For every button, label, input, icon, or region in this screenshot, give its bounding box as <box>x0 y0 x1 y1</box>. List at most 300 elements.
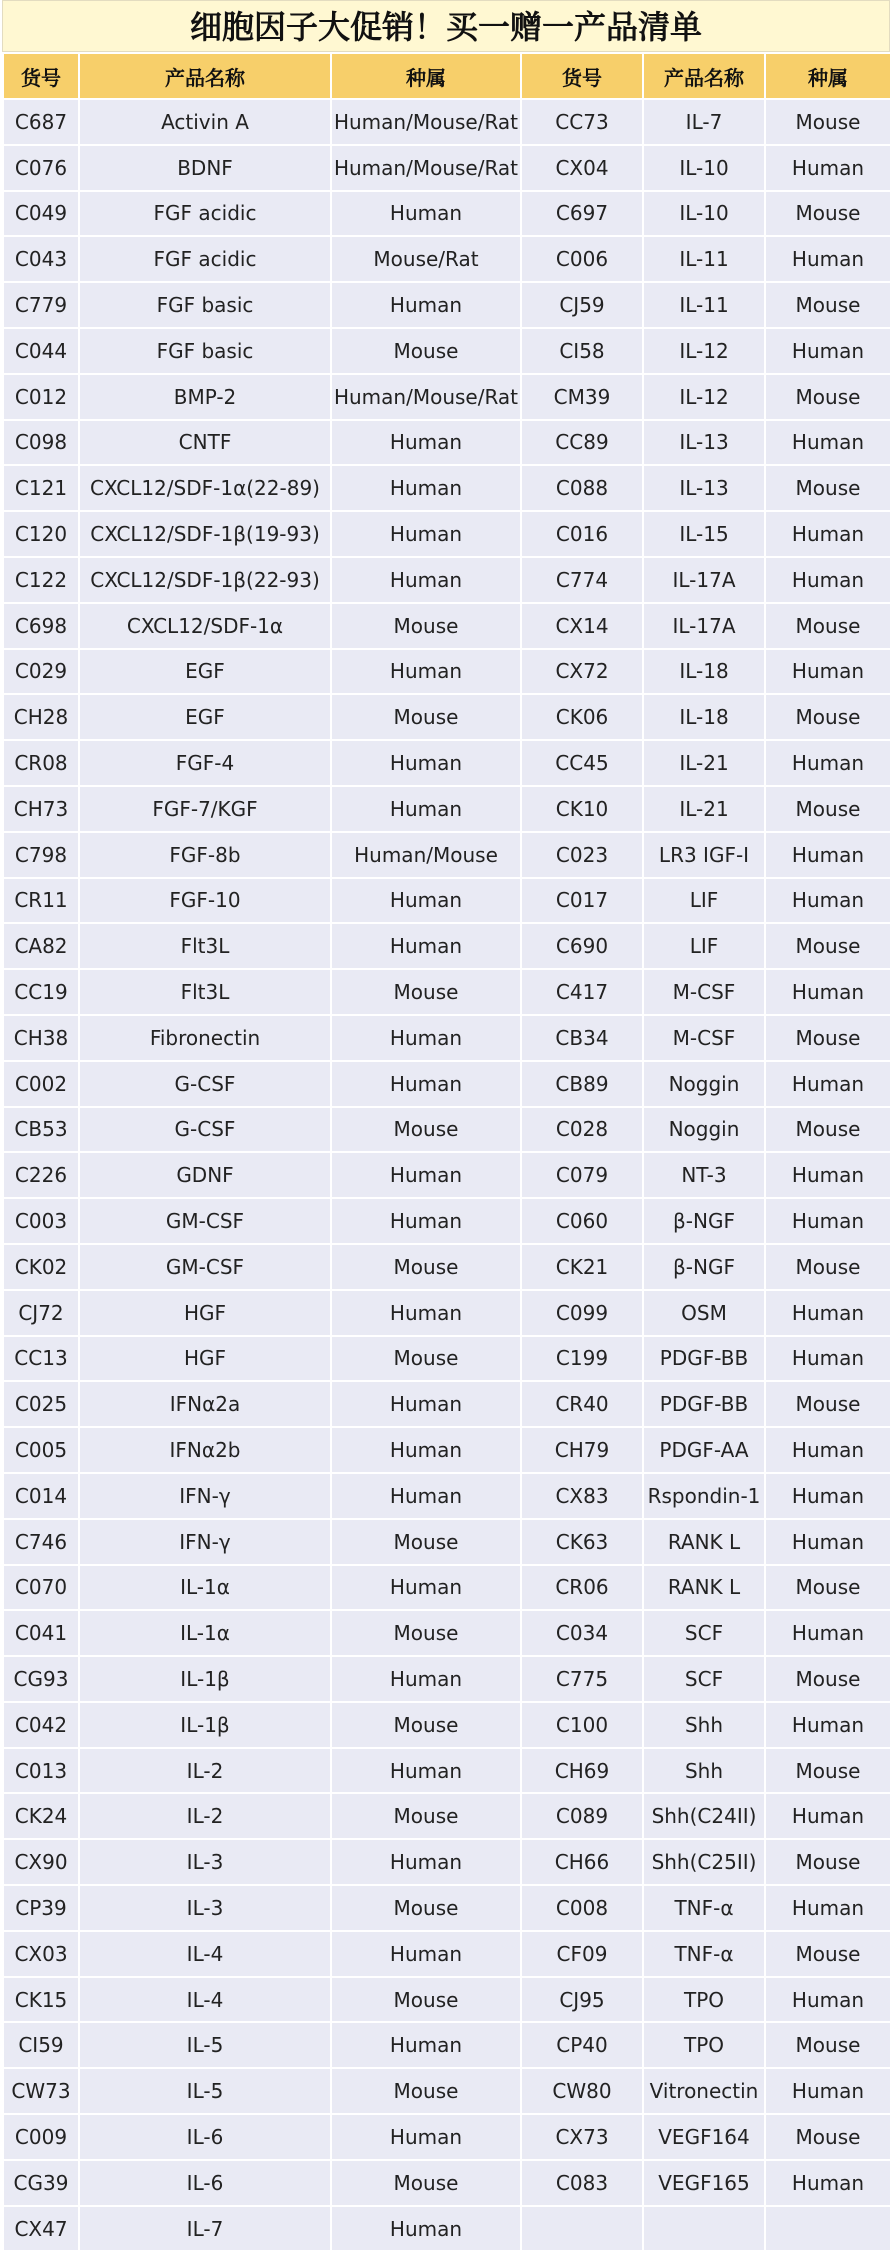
table-row <box>3 1656 891 1702</box>
catalog-no-cell: C690 <box>521 923 643 969</box>
catalog-no-cell: CC13 <box>3 1336 79 1382</box>
species-cell: Mouse <box>765 923 891 969</box>
species-cell: Human <box>765 145 891 191</box>
species-cell: Mouse <box>331 1336 521 1382</box>
species-cell: Mouse <box>331 969 521 1015</box>
catalog-no-cell: CF09 <box>521 1931 643 1977</box>
table-row <box>3 1473 891 1519</box>
catalog-no-cell: CH38 <box>3 1015 79 1061</box>
species-cell: Human <box>331 282 521 328</box>
product-name-cell: PDGF-AA <box>643 1427 765 1473</box>
product-name-cell: FGF basic <box>79 282 331 328</box>
species-cell: Human <box>765 1336 891 1382</box>
product-name-cell: IL-11 <box>643 236 765 282</box>
product-name-cell: IL-6 <box>79 2114 331 2160</box>
catalog-no-cell: C070 <box>3 1565 79 1611</box>
species-cell: Mouse <box>765 786 891 832</box>
catalog-no-cell: C034 <box>521 1610 643 1656</box>
species-cell: Mouse <box>765 282 891 328</box>
catalog-no-cell: C100 <box>521 1702 643 1748</box>
product-name-cell: CXCL12/SDF-1β(22-93) <box>79 557 331 603</box>
species-cell: Human <box>765 420 891 466</box>
species-cell: Human <box>331 1381 521 1427</box>
product-name-cell: β-NGF <box>643 1198 765 1244</box>
catalog-no-cell: C014 <box>3 1473 79 1519</box>
table-row <box>3 1427 891 1473</box>
table-row <box>3 1885 891 1931</box>
product-name-cell: FGF-7/KGF <box>79 786 331 832</box>
species-cell: Human <box>765 1977 891 2023</box>
catalog-no-cell: C012 <box>3 374 79 420</box>
catalog-no-cell: CJ59 <box>521 282 643 328</box>
product-name-cell: FGF basic <box>79 328 331 374</box>
species-cell: Human <box>765 1152 891 1198</box>
catalog-no-cell: C083 <box>521 2160 643 2206</box>
catalog-no-cell: C076 <box>3 145 79 191</box>
catalog-no-cell: CH69 <box>521 1748 643 1794</box>
catalog-no-cell: CP39 <box>3 1885 79 1931</box>
product-name-cell: Fibronectin <box>79 1015 331 1061</box>
table-row <box>3 2160 891 2206</box>
product-name-cell: IL-2 <box>79 1793 331 1839</box>
product-name-cell: IL-4 <box>79 1977 331 2023</box>
catalog-no-cell: CR08 <box>3 740 79 786</box>
catalog-no-cell: C029 <box>3 649 79 695</box>
product-name-cell: IL-12 <box>643 374 765 420</box>
table-row <box>3 557 891 603</box>
product-name-cell: FGF-10 <box>79 878 331 924</box>
header-species-left: 种属 <box>331 53 521 99</box>
species-cell: Human <box>331 878 521 924</box>
species-cell: Mouse <box>331 1702 521 1748</box>
catalog-no-cell: C088 <box>521 465 643 511</box>
table-row <box>3 145 891 191</box>
species-cell: Human <box>331 2206 521 2252</box>
species-cell: Human <box>765 1290 891 1336</box>
product-name-cell: β-NGF <box>643 1244 765 1290</box>
catalog-no-cell: C079 <box>521 1152 643 1198</box>
catalog-no-cell: CR11 <box>3 878 79 924</box>
catalog-no-cell: CR06 <box>521 1565 643 1611</box>
catalog-no-cell: CK21 <box>521 1244 643 1290</box>
catalog-no-cell: CK63 <box>521 1519 643 1565</box>
species-cell: Human <box>331 1656 521 1702</box>
product-name-cell: IL-1β <box>79 1656 331 1702</box>
catalog-no-cell: CC19 <box>3 969 79 1015</box>
product-name-cell: SCF <box>643 1656 765 1702</box>
header-catalog-no-right: 货号 <box>521 53 643 99</box>
species-cell: Human <box>765 557 891 603</box>
species-cell: Human <box>765 1198 891 1244</box>
species-cell: Mouse <box>331 603 521 649</box>
product-name-cell: IL-1β <box>79 1702 331 1748</box>
species-cell: Human <box>765 328 891 374</box>
catalog-no-cell: CC73 <box>521 99 643 145</box>
product-name-cell: Flt3L <box>79 923 331 969</box>
species-cell: Human <box>765 1427 891 1473</box>
catalog-no-cell: CM39 <box>521 374 643 420</box>
species-cell: Human <box>331 1931 521 1977</box>
species-cell: Mouse <box>765 99 891 145</box>
table-row <box>3 1839 891 1885</box>
page-title: 细胞因子大促销！买一赠一产品清单 <box>2 0 890 52</box>
catalog-no-cell: CB53 <box>3 1107 79 1153</box>
catalog-no-cell: CX03 <box>3 1931 79 1977</box>
species-cell: Human <box>765 832 891 878</box>
species-cell: Human <box>331 1565 521 1611</box>
table-row <box>3 969 891 1015</box>
product-name-cell: PDGF-BB <box>643 1381 765 1427</box>
species-cell: Mouse <box>765 1839 891 1885</box>
species-cell: Mouse <box>765 1565 891 1611</box>
table-row <box>3 786 891 832</box>
table-row <box>3 99 891 145</box>
catalog-no-cell: CK06 <box>521 694 643 740</box>
catalog-no-cell: CK24 <box>3 1793 79 1839</box>
species-cell: Human <box>765 1610 891 1656</box>
catalog-no-cell: CH79 <box>521 1427 643 1473</box>
table-row <box>3 740 891 786</box>
table-row <box>3 511 891 557</box>
species-cell: Human <box>765 740 891 786</box>
table-row <box>3 923 891 969</box>
catalog-no-cell: C013 <box>3 1748 79 1794</box>
catalog-no-cell: CG39 <box>3 2160 79 2206</box>
species-cell: Human <box>331 2114 521 2160</box>
product-name-cell: RANK L <box>643 1565 765 1611</box>
product-name-cell: NT-3 <box>643 1152 765 1198</box>
catalog-no-cell: C025 <box>3 1381 79 1427</box>
species-cell: Human <box>765 878 891 924</box>
species-cell: Human <box>331 1015 521 1061</box>
catalog-no-cell: CB89 <box>521 1061 643 1107</box>
product-name-cell: SCF <box>643 1610 765 1656</box>
product-name-cell: CNTF <box>79 420 331 466</box>
catalog-no-cell: C120 <box>3 511 79 557</box>
product-name-cell: IFNα2b <box>79 1427 331 1473</box>
catalog-no-cell: CP40 <box>521 2022 643 2068</box>
table-row <box>3 2114 891 2160</box>
product-name-cell: Vitronectin <box>643 2068 765 2114</box>
header-catalog-no-left: 货号 <box>3 53 79 99</box>
product-name-cell: Shh <box>643 1748 765 1794</box>
product-name-cell: VEGF165 <box>643 2160 765 2206</box>
product-name-cell: LR3 IGF-I <box>643 832 765 878</box>
species-cell: Human <box>331 1473 521 1519</box>
table-row <box>3 1519 891 1565</box>
catalog-no-cell: CH28 <box>3 694 79 740</box>
table-row <box>3 1152 891 1198</box>
table-row <box>3 191 891 237</box>
species-cell: Human/Mouse/Rat <box>331 145 521 191</box>
table-row <box>3 2068 891 2114</box>
species-cell: Mouse <box>765 2114 891 2160</box>
product-name-cell: LIF <box>643 878 765 924</box>
product-name-cell: IL-18 <box>643 649 765 695</box>
species-cell: Human <box>331 1198 521 1244</box>
header-product-name-left: 产品名称 <box>79 53 331 99</box>
catalog-no-cell: CI59 <box>3 2022 79 2068</box>
species-cell: Mouse <box>765 191 891 237</box>
catalog-no-cell: C687 <box>3 99 79 145</box>
catalog-no-cell: C060 <box>521 1198 643 1244</box>
catalog-no-cell: C044 <box>3 328 79 374</box>
product-name-cell: FGF-4 <box>79 740 331 786</box>
catalog-no-cell: CC45 <box>521 740 643 786</box>
species-cell: Mouse/Rat <box>331 236 521 282</box>
species-cell: Human <box>331 740 521 786</box>
species-cell: Mouse <box>765 1244 891 1290</box>
product-name-cell: BMP-2 <box>79 374 331 420</box>
catalog-no-cell: C028 <box>521 1107 643 1153</box>
table-row <box>3 1336 891 1382</box>
catalog-no-cell: C016 <box>521 511 643 557</box>
table-row <box>3 832 891 878</box>
species-cell: Mouse <box>331 694 521 740</box>
table-row <box>3 694 891 740</box>
table-row <box>3 420 891 466</box>
table-row <box>3 236 891 282</box>
species-cell: Human <box>331 1427 521 1473</box>
catalog-no-cell: C005 <box>3 1427 79 1473</box>
product-name-cell: IL-4 <box>79 1931 331 1977</box>
product-name-cell: IL-3 <box>79 1839 331 1885</box>
product-name-cell: EGF <box>79 649 331 695</box>
species-cell: Mouse <box>765 694 891 740</box>
species-cell: Human <box>331 1061 521 1107</box>
product-name-cell: TNF-α <box>643 1885 765 1931</box>
species-cell: Mouse <box>765 1931 891 1977</box>
species-cell: Mouse <box>331 2068 521 2114</box>
product-name-cell: BDNF <box>79 145 331 191</box>
species-cell: Human <box>331 511 521 557</box>
catalog-no-cell: C779 <box>3 282 79 328</box>
product-name-cell: Flt3L <box>79 969 331 1015</box>
table-body <box>3 99 891 2251</box>
table-row <box>3 1107 891 1153</box>
catalog-no-cell: C002 <box>3 1061 79 1107</box>
product-name-cell: CXCL12/SDF-1α <box>79 603 331 649</box>
product-name-cell: PDGF-BB <box>643 1336 765 1382</box>
table-row <box>3 603 891 649</box>
species-cell: Human <box>331 786 521 832</box>
catalog-no-cell: CI58 <box>521 328 643 374</box>
species-cell: Mouse <box>765 1656 891 1702</box>
species-cell: Mouse <box>765 2022 891 2068</box>
table-row <box>3 2206 891 2252</box>
catalog-no-cell: CX90 <box>3 1839 79 1885</box>
header-row <box>3 53 891 99</box>
species-cell: Mouse <box>765 1381 891 1427</box>
species-cell: Human/Mouse <box>331 832 521 878</box>
catalog-no-cell: CX04 <box>521 145 643 191</box>
table-row <box>3 465 891 511</box>
product-name-cell: IL-7 <box>643 99 765 145</box>
product-name-cell: M-CSF <box>643 1015 765 1061</box>
catalog-no-cell: C199 <box>521 1336 643 1382</box>
species-cell: Mouse <box>331 1610 521 1656</box>
product-name-cell: Activin A <box>79 99 331 145</box>
product-name-cell: G-CSF <box>79 1061 331 1107</box>
species-cell: Human <box>331 1152 521 1198</box>
species-cell: Mouse <box>331 1519 521 1565</box>
species-cell: Human/Mouse/Rat <box>331 99 521 145</box>
table-row <box>3 374 891 420</box>
catalog-no-cell: C775 <box>521 1656 643 1702</box>
catalog-no-cell: C798 <box>3 832 79 878</box>
product-name-cell: HGF <box>79 1336 331 1382</box>
product-name-cell: TPO <box>643 1977 765 2023</box>
product-name-cell: M-CSF <box>643 969 765 1015</box>
catalog-no-cell: C041 <box>3 1610 79 1656</box>
product-table <box>2 52 892 2252</box>
catalog-no-cell: C099 <box>521 1290 643 1336</box>
table-row <box>3 1198 891 1244</box>
species-cell: Mouse <box>765 1015 891 1061</box>
species-cell: Human <box>331 649 521 695</box>
table-row <box>3 1290 891 1336</box>
product-name-cell: IL-5 <box>79 2068 331 2114</box>
catalog-no-cell: CJ72 <box>3 1290 79 1336</box>
catalog-no-cell: CK15 <box>3 1977 79 2023</box>
header-product-name-right: 产品名称 <box>643 53 765 99</box>
species-cell: Mouse <box>331 1107 521 1153</box>
species-cell: Human <box>331 420 521 466</box>
product-name-cell: IL-11 <box>643 282 765 328</box>
product-name-cell: IL-10 <box>643 191 765 237</box>
catalog-no-cell: C122 <box>3 557 79 603</box>
product-name-cell: HGF <box>79 1290 331 1336</box>
catalog-no-cell: CA82 <box>3 923 79 969</box>
catalog-no-cell: CH66 <box>521 1839 643 1885</box>
species-cell: Human <box>765 1885 891 1931</box>
catalog-no-cell: C774 <box>521 557 643 603</box>
catalog-no-cell: C006 <box>521 236 643 282</box>
product-name-cell: FGF acidic <box>79 236 331 282</box>
species-cell: Mouse <box>765 1748 891 1794</box>
product-name-cell: CXCL12/SDF-1α(22-89) <box>79 465 331 511</box>
table-row <box>3 1381 891 1427</box>
catalog-no-cell: CK02 <box>3 1244 79 1290</box>
catalog-no-cell: CR40 <box>521 1381 643 1427</box>
species-cell: Human <box>765 1702 891 1748</box>
species-cell: Human <box>331 1748 521 1794</box>
species-cell: Mouse <box>765 1107 891 1153</box>
catalog-no-cell: CX83 <box>521 1473 643 1519</box>
product-name-cell: IL-17A <box>643 557 765 603</box>
catalog-no-cell: C003 <box>3 1198 79 1244</box>
species-cell: Mouse <box>331 328 521 374</box>
species-cell: Human/Mouse/Rat <box>331 374 521 420</box>
catalog-no-cell: CX14 <box>521 603 643 649</box>
product-name-cell: TPO <box>643 2022 765 2068</box>
species-cell: Human <box>765 649 891 695</box>
product-name-cell: Noggin <box>643 1061 765 1107</box>
table-row <box>3 1977 891 2023</box>
table-row <box>3 1015 891 1061</box>
product-name-cell: IL-6 <box>79 2160 331 2206</box>
product-name-cell: IL-5 <box>79 2022 331 2068</box>
species-cell: Human <box>765 1519 891 1565</box>
product-name-cell: VEGF164 <box>643 2114 765 2160</box>
catalog-no-cell: CK10 <box>521 786 643 832</box>
product-name-cell: IL-10 <box>643 145 765 191</box>
catalog-no-cell: C121 <box>3 465 79 511</box>
catalog-no-cell: CB34 <box>521 1015 643 1061</box>
product-name-cell: GM-CSF <box>79 1244 331 1290</box>
species-cell: Human <box>331 2022 521 2068</box>
product-name-cell: IL-13 <box>643 465 765 511</box>
table-row <box>3 1702 891 1748</box>
species-cell: Mouse <box>331 1977 521 2023</box>
species-cell: Mouse <box>331 1885 521 1931</box>
catalog-no-cell: C009 <box>3 2114 79 2160</box>
table-row <box>3 1061 891 1107</box>
species-cell: Mouse <box>331 2160 521 2206</box>
product-name-cell: Shh(C25II) <box>643 1839 765 1885</box>
catalog-no-cell: C417 <box>521 969 643 1015</box>
species-cell: Mouse <box>765 465 891 511</box>
product-name-cell: Shh(C24II) <box>643 1793 765 1839</box>
table-row <box>3 2022 891 2068</box>
table-row <box>3 1931 891 1977</box>
species-cell: Human <box>331 1839 521 1885</box>
table-row <box>3 328 891 374</box>
product-name-cell: Noggin <box>643 1107 765 1153</box>
species-cell: Mouse <box>331 1244 521 1290</box>
species-cell: Human <box>331 191 521 237</box>
species-cell: Human <box>765 2068 891 2114</box>
catalog-no-cell: CW80 <box>521 2068 643 2114</box>
species-cell: Human <box>331 1290 521 1336</box>
product-name-cell: G-CSF <box>79 1107 331 1153</box>
product-name-cell: LIF <box>643 923 765 969</box>
species-cell: Mouse <box>765 603 891 649</box>
product-name-cell: IL-15 <box>643 511 765 557</box>
table-row <box>3 1565 891 1611</box>
species-cell: Human <box>765 511 891 557</box>
catalog-no-cell: C017 <box>521 878 643 924</box>
product-name-cell: IFN-γ <box>79 1473 331 1519</box>
product-name-cell: CXCL12/SDF-1β(19-93) <box>79 511 331 557</box>
product-name-cell: IFNα2a <box>79 1381 331 1427</box>
product-name-cell: IL-21 <box>643 740 765 786</box>
product-name-cell: Shh <box>643 1702 765 1748</box>
product-name-cell: IL-18 <box>643 694 765 740</box>
catalog-no-cell: C043 <box>3 236 79 282</box>
product-name-cell: IL-13 <box>643 420 765 466</box>
species-cell: Human <box>765 1473 891 1519</box>
product-name-cell: OSM <box>643 1290 765 1336</box>
product-name-cell: FGF-8b <box>79 832 331 878</box>
catalog-no-cell: CW73 <box>3 2068 79 2114</box>
table-row <box>3 1610 891 1656</box>
catalog-no-cell: CH73 <box>3 786 79 832</box>
species-cell: Human <box>765 2160 891 2206</box>
product-name-cell: IL-1α <box>79 1565 331 1611</box>
catalog-no-cell: C697 <box>521 191 643 237</box>
species-cell: Mouse <box>765 374 891 420</box>
product-name-cell: FGF acidic <box>79 191 331 237</box>
species-cell <box>765 2206 891 2252</box>
product-name-cell: IL-2 <box>79 1748 331 1794</box>
catalog-no-cell: C089 <box>521 1793 643 1839</box>
table-row <box>3 649 891 695</box>
species-cell: Human <box>765 1061 891 1107</box>
catalog-no-cell: C008 <box>521 1885 643 1931</box>
table-row <box>3 1793 891 1839</box>
product-name-cell: IL-3 <box>79 1885 331 1931</box>
